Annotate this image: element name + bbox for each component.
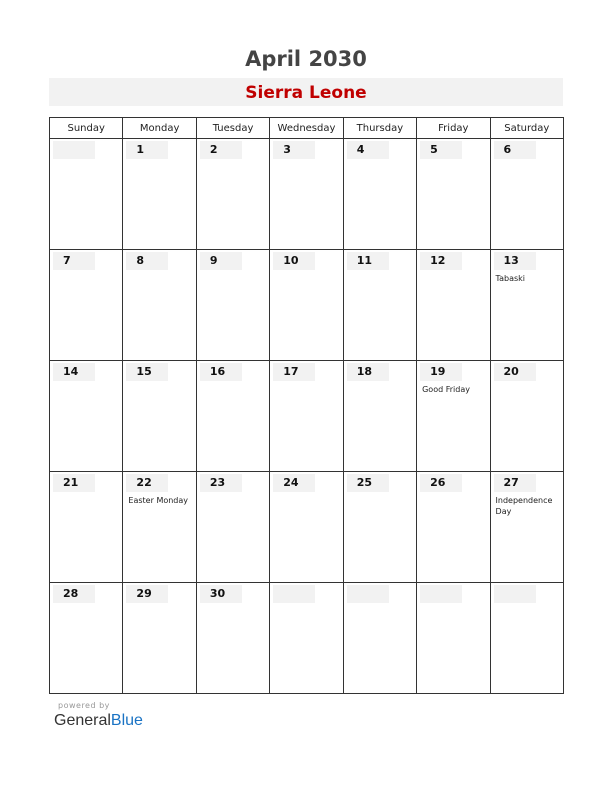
day-number: 27	[494, 474, 536, 492]
holiday-label: Independence Day	[495, 496, 553, 516]
day-number	[494, 585, 536, 603]
day-number: 12	[420, 252, 462, 270]
week-row	[50, 583, 564, 694]
day-number	[420, 585, 462, 603]
day-number: 14	[53, 363, 95, 381]
day-cell	[270, 583, 343, 694]
weekday-header-row	[50, 118, 564, 139]
day-cell	[417, 139, 490, 250]
weekday-header: Wednesday	[270, 118, 343, 139]
day-number: 24	[273, 474, 315, 492]
day-number: 8	[126, 252, 168, 270]
country-banner	[49, 78, 563, 106]
day-number: 3	[273, 141, 315, 159]
day-cell	[196, 472, 269, 583]
day-number: 29	[126, 585, 168, 603]
holiday-label: Easter Monday	[128, 496, 189, 505]
day-cell	[343, 250, 416, 361]
day-cell	[123, 139, 196, 250]
week-row	[50, 139, 564, 250]
calendar-title: April 2030	[245, 47, 367, 71]
day-number: 25	[347, 474, 389, 492]
week-row	[50, 250, 564, 361]
country-name: Sierra Leone	[245, 83, 367, 103]
weekday-header: Thursday	[343, 118, 416, 139]
day-number: 1	[126, 141, 168, 159]
holiday-label: Tabaski	[495, 274, 525, 283]
day-number: 10	[273, 252, 315, 270]
day-number: 7	[53, 252, 95, 270]
day-number: 18	[347, 363, 389, 381]
day-number: 17	[273, 363, 315, 381]
day-cell	[417, 583, 490, 694]
week-row	[50, 472, 564, 583]
weekday-header: Friday	[417, 118, 490, 139]
day-cell	[196, 361, 269, 472]
day-cell	[196, 139, 269, 250]
day-cell	[123, 583, 196, 694]
day-cell	[490, 250, 563, 361]
day-cell	[123, 472, 196, 583]
day-number: 30	[200, 585, 242, 603]
day-cell	[417, 250, 490, 361]
day-cell	[50, 361, 123, 472]
day-cell	[123, 250, 196, 361]
day-number: 6	[494, 141, 536, 159]
day-cell	[490, 139, 563, 250]
day-number: 21	[53, 474, 95, 492]
generalblue-logo[interactable]	[54, 712, 143, 730]
brand-general: General	[54, 712, 111, 729]
holiday-label: Good Friday	[422, 385, 470, 394]
day-cell	[123, 361, 196, 472]
day-cell	[343, 583, 416, 694]
day-number: 23	[200, 474, 242, 492]
day-number: 9	[200, 252, 242, 270]
calendar-grid	[49, 117, 564, 694]
day-cell	[50, 250, 123, 361]
day-cell	[343, 361, 416, 472]
brand-blue: Blue	[110, 712, 143, 729]
day-cell	[417, 472, 490, 583]
day-cell	[490, 361, 563, 472]
day-cell	[196, 583, 269, 694]
day-number: 2	[200, 141, 242, 159]
day-cell	[50, 139, 123, 250]
day-number: 13	[494, 252, 536, 270]
day-number: 22	[126, 474, 168, 492]
day-cell	[270, 361, 343, 472]
weekday-header: Saturday	[490, 118, 563, 139]
day-number	[273, 585, 315, 603]
day-cell	[270, 472, 343, 583]
weekday-header: Sunday	[50, 118, 123, 139]
day-cell	[270, 139, 343, 250]
day-number	[53, 141, 95, 159]
weekday-header: Monday	[123, 118, 196, 139]
day-number: 28	[53, 585, 95, 603]
day-number: 11	[347, 252, 389, 270]
day-number	[347, 585, 389, 603]
day-number: 20	[494, 363, 536, 381]
powered-by-text: powered by	[58, 701, 110, 710]
day-cell	[490, 472, 563, 583]
day-number: 19	[420, 363, 462, 381]
day-cell	[343, 472, 416, 583]
week-row	[50, 361, 564, 472]
day-cell	[50, 472, 123, 583]
day-cell	[417, 361, 490, 472]
day-number: 15	[126, 363, 168, 381]
day-number: 16	[200, 363, 242, 381]
day-cell	[50, 583, 123, 694]
day-number: 4	[347, 141, 389, 159]
day-cell	[270, 250, 343, 361]
day-cell	[196, 250, 269, 361]
day-number: 5	[420, 141, 462, 159]
weekday-header: Tuesday	[196, 118, 269, 139]
day-cell	[343, 139, 416, 250]
day-cell	[490, 583, 563, 694]
day-number: 26	[420, 474, 462, 492]
